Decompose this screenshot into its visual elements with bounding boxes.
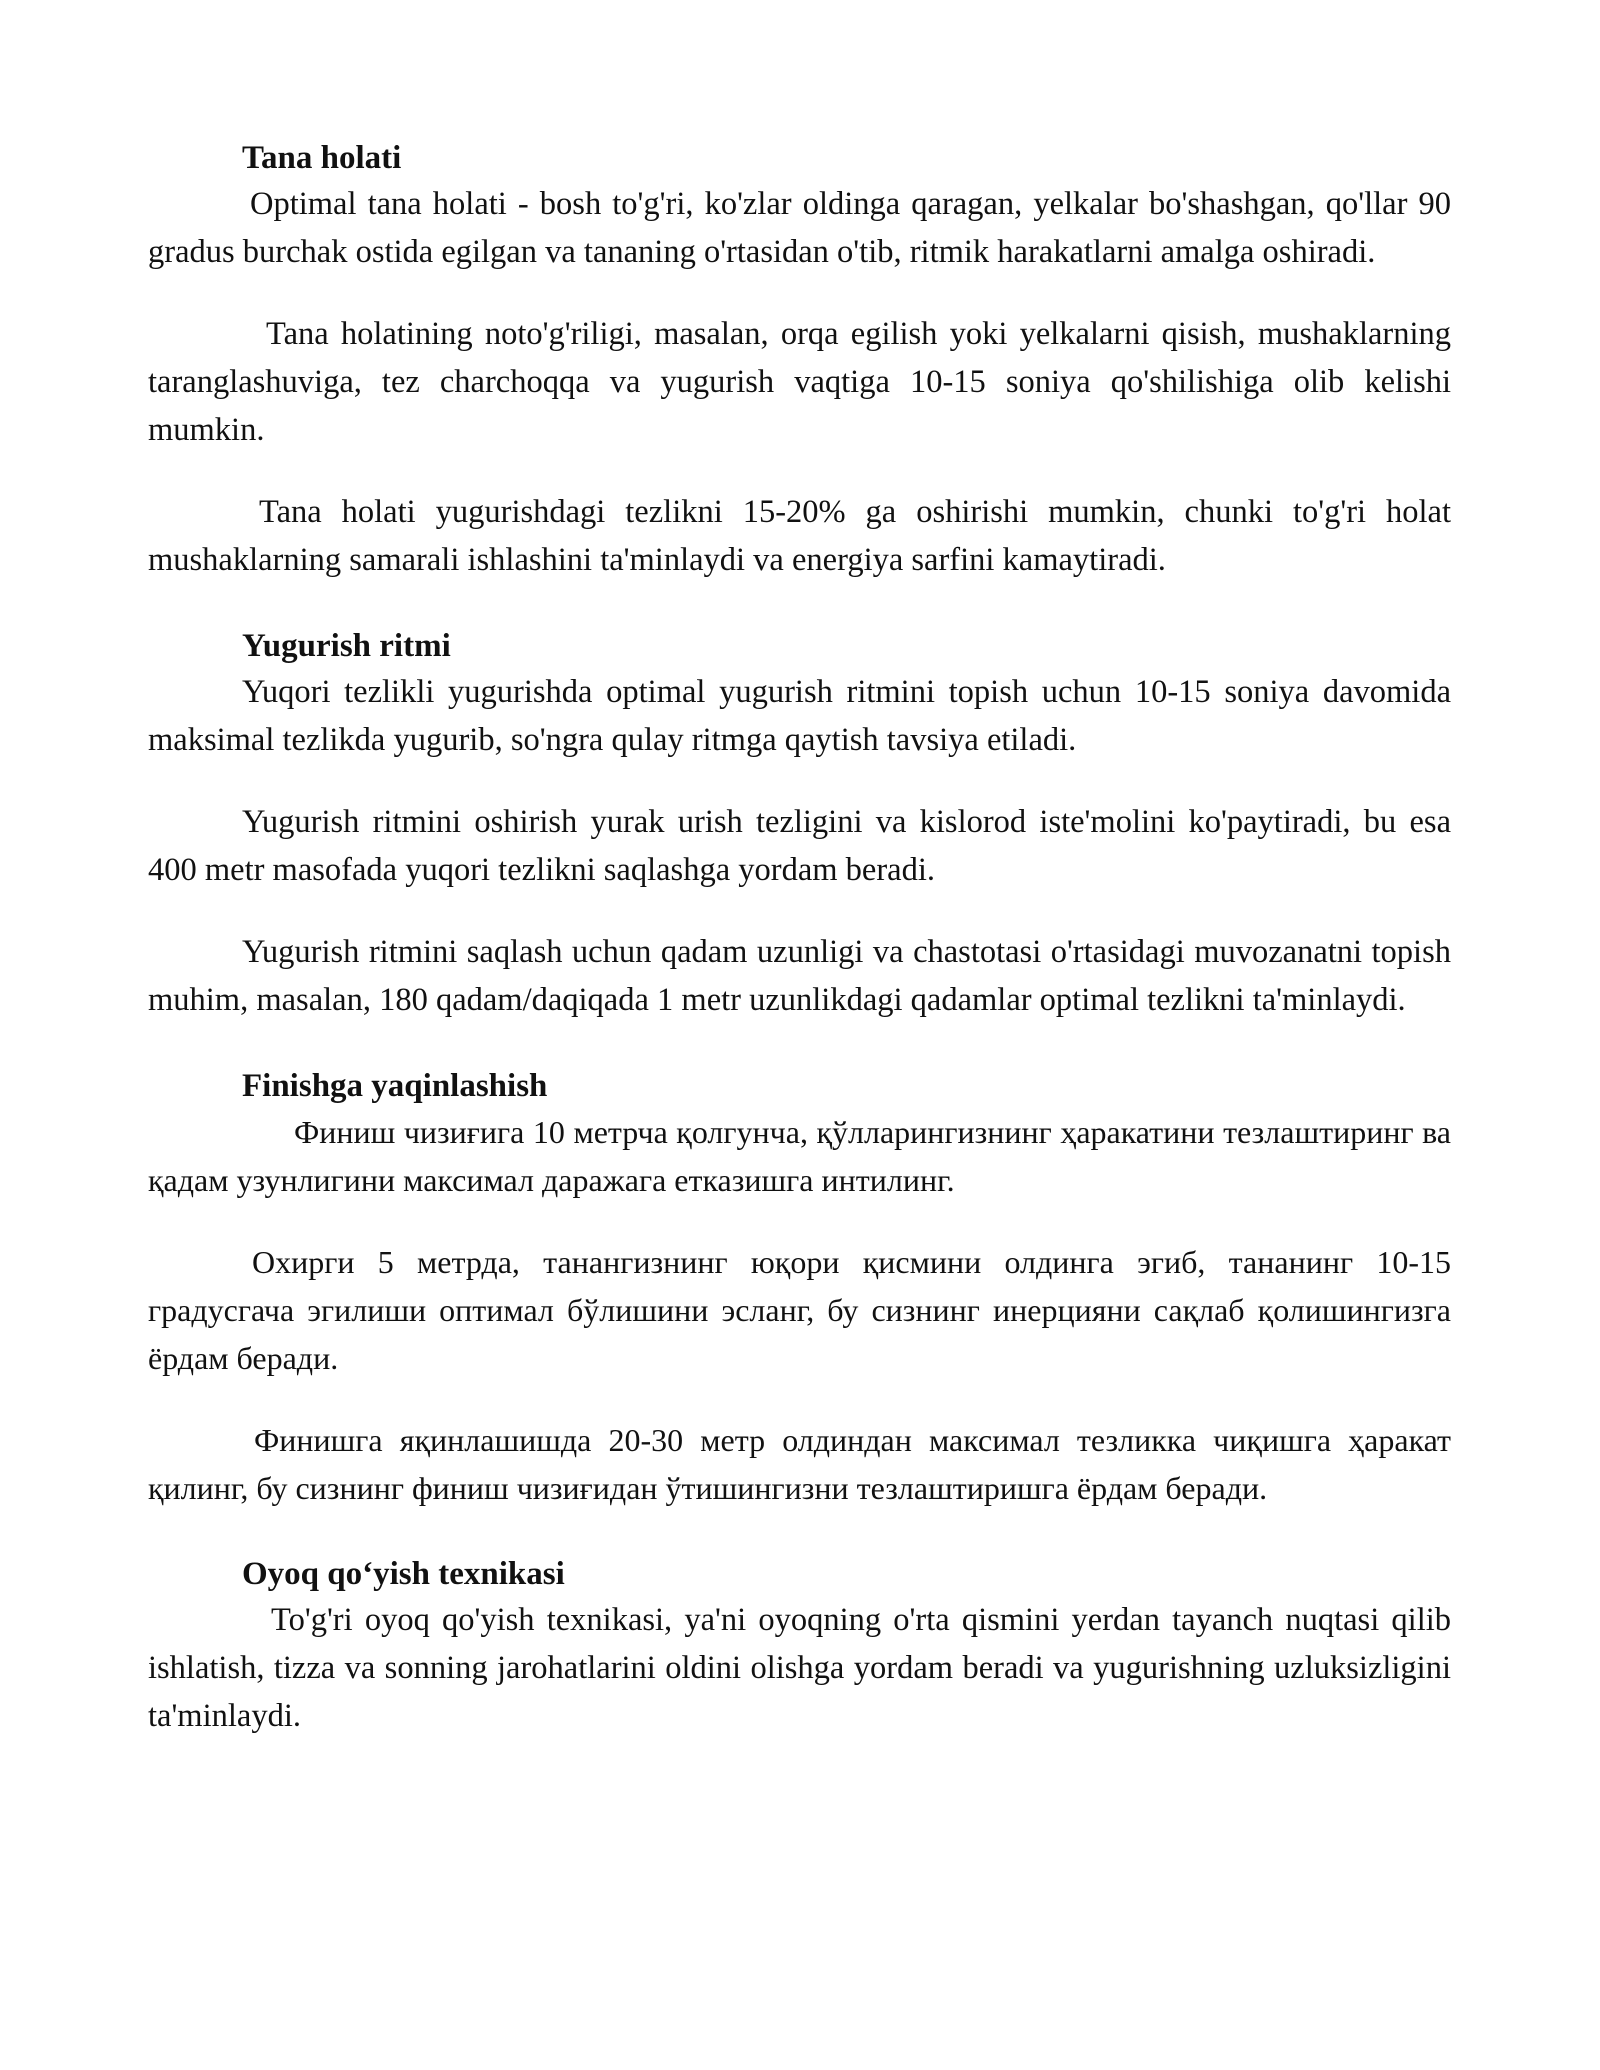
paragraph: Optimal tana holati - bosh to'g'ri, ko'zlar oldinga qaragan, yelkalar bo'shashgan, qo'llar 90 gradus burchak ostida egilgan va tananing o'rtasidan o'tib, ritmik harakatlarni amalga oshiradi. [148, 186, 1451, 270]
section-yugurish-ritmi [148, 624, 1451, 1024]
paragraph: Tana holati yugurishdagi tezlikni 15-20% ga oshirishi mumkin, chunki to'g'ri holat mushaklarning samarali ishlashini ta'minlaydi va energiya sarfini kamaytiradi. [148, 494, 1451, 578]
section-heading: Finishga yaqinlashish [242, 1068, 548, 1104]
section-heading: Yugurish ritmi [242, 628, 451, 664]
section-oyoq-qoyish-texnikasi [148, 1552, 1451, 1740]
paragraph: Финишга яқинлашишда 20-30 метр олдиндан максимал тезликка чиқишга ҳаракат қилинг, бу сизнинг финиш чизиғидан ўтишингизни тезлаштиришга ёрдам беради. [148, 1422, 1451, 1506]
section-finishga-yaqinlashish [148, 1064, 1451, 1512]
section-heading: Tana holati [242, 140, 402, 176]
paragraph: Yugurish ritmini saqlash uchun qadam uzunligi va chastotasi o'rtasidagi muvozanatni topish muhim, masalan, 180 qadam/daqiqada 1 metr uzunlikdagi qadamlar optimal tezlikni ta'minlaydi. [148, 934, 1451, 1018]
section-tana-holati [148, 136, 1451, 584]
paragraph: Tana holatining noto'g'riligi, masalan, orqa egilish yoki yelkalarni qisish, mushaklarning taranglashuviga, tez charchoqqa va yugurish vaqtiga 10-15 soniya qo'shilishiga olib kelishi mumkin. [148, 316, 1451, 448]
document-page [148, 136, 1451, 1780]
paragraph: Охирги 5 метрда, танангизнинг юқори қисмини олдинга эгиб, тананинг 10-15 градусгача эгилиши оптимал бўлишини эсланг, бу сизнинг инерцияни сақлаб қолишингизга ёрдам беради. [148, 1244, 1451, 1376]
paragraph: Yuqori tezlikli yugurishda optimal yugurish ritmini topish uchun 10-15 soniya davomida maksimal tezlikda yugurib, so'ngra qulay ritmga qaytish tavsiya etiladi. [148, 674, 1451, 758]
paragraph: Финиш чизиғига 10 метрча қолгунча, қўлларингизнинг ҳаракатини тезлаштиринг ва қадам узунлигини максимал даражага етказишга интилинг. [148, 1114, 1451, 1198]
section-heading: Oyoq qoʻyish texnikasi [242, 1556, 565, 1592]
paragraph: To'g'ri oyoq qo'yish texnikasi, ya'ni oyoqning o'rta qismini yerdan tayanch nuqtasi qilib ishlatish, tizza va sonning jarohatlarini oldini olishga yordam beradi va yugurishning uzluksizligini ta'minlaydi. [148, 1602, 1451, 1734]
paragraph: Yugurish ritmini oshirish yurak urish tezligini va kislorod iste'molini ko'paytiradi, bu esa 400 metr masofada yuqori tezlikni saqlashga yordam beradi. [148, 804, 1451, 888]
